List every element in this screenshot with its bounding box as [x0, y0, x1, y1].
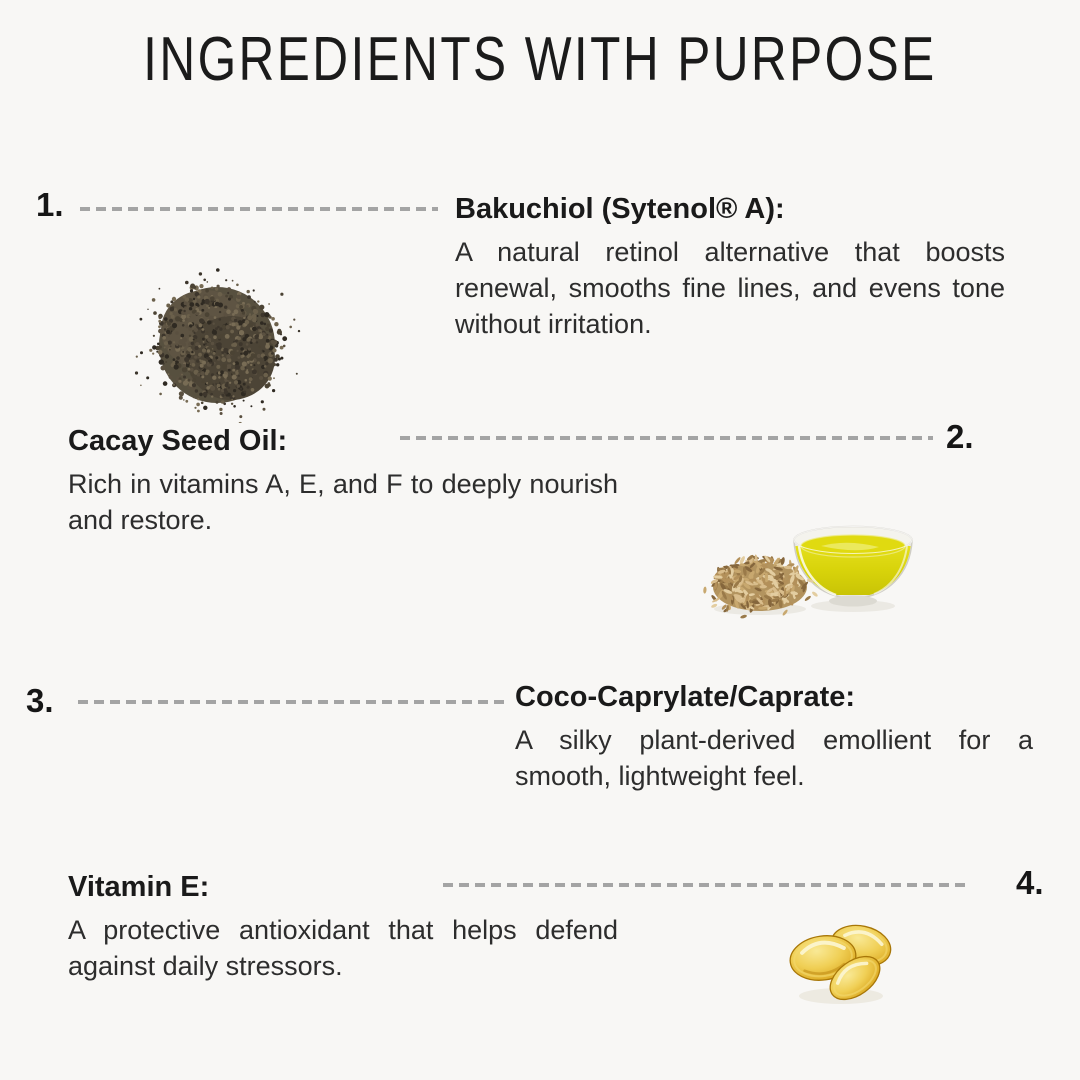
cacay-seeds-oil-bowl-image [703, 513, 925, 619]
ingredient-3-description: A silky plant-derived emollient for a smooth, lightweight feel. [515, 725, 1033, 791]
item-2-leader-line [400, 436, 933, 440]
ingredient-2-description: Rich in vitamins A, E, and F to deeply nourish and restore. [68, 469, 618, 535]
item-1-number: 1. [36, 186, 64, 223]
ingredient-4-name: Vitamin E: [68, 871, 210, 903]
item-1-leader-line [80, 207, 438, 211]
page-title: INGREDIENTS WITH PURPOSE [143, 25, 937, 94]
item-2-number: 2. [946, 418, 974, 455]
item-4-number: 4. [1016, 864, 1044, 901]
item-3-number: 3. [26, 682, 54, 719]
ingredient-3-name: Coco-Caprylate/Caprate: [515, 681, 856, 713]
item-3-leader-line [78, 700, 505, 704]
ingredient-4-description: A protective antioxidant that helps defend against daily stressors. [68, 915, 618, 981]
item-4-leader-line [443, 883, 968, 887]
page-title-row [0, 24, 1080, 95]
vitamin-e-capsules-image [783, 916, 905, 1012]
ingredient-2-name: Cacay Seed Oil: [68, 425, 288, 457]
bakuchiol-powder-image [133, 258, 303, 423]
ingredient-1-name: Bakuchiol (Sytenol® A): [455, 193, 785, 225]
ingredient-1-description: A natural retinol alternative that boosts renewal, smooths fine lines, and evens tone without irritation. [455, 237, 1005, 339]
